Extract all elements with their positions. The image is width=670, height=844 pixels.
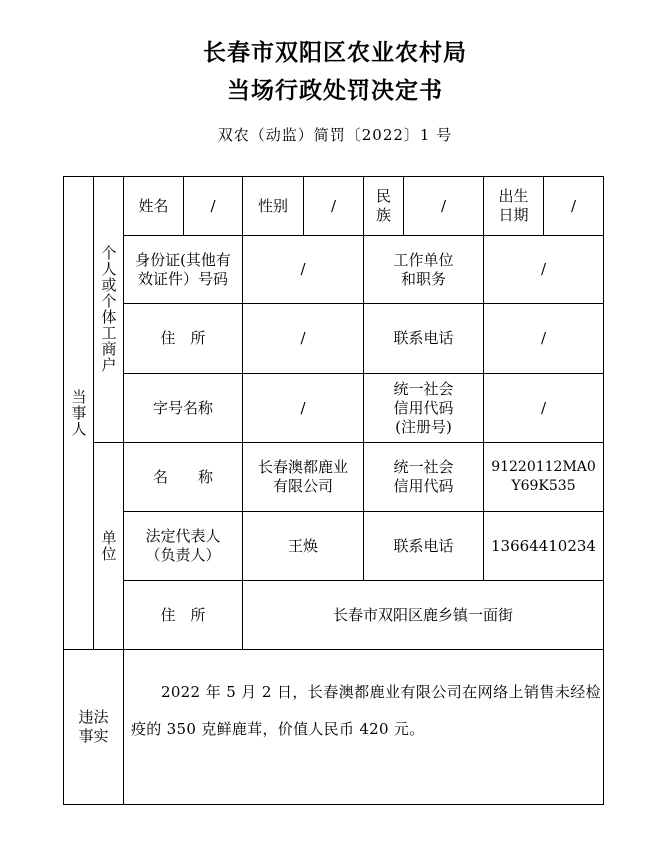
unit-phone-value: 13664410234 (491, 536, 596, 555)
birth-label: 出生日期 (498, 187, 529, 224)
employer-value: / (540, 260, 547, 278)
unit-name-label: 名 称 (152, 467, 213, 486)
unit-phone-label: 联系电话 (393, 536, 454, 555)
unit-label-text: 单位 (99, 529, 118, 562)
id-value: / (300, 260, 306, 278)
birth-value: / (570, 196, 577, 215)
violation-text: 2022 年 5 月 2 日，长春澳都鹿业有限公司在网络上销售未经检疫的 350 克鲜鹿茸，价值人民币 420 元。 (131, 683, 601, 738)
individual-label-text: 个人或个体工商户 (99, 245, 118, 373)
legal-rep-value: 王焕 (287, 536, 318, 555)
unit-name-value: 长春澳都鹿业有限公司 (257, 458, 348, 495)
address-value: / (300, 329, 306, 347)
address-label: 住 所 (160, 329, 206, 347)
party-label-text: 当事人 (69, 388, 88, 437)
unit-label (93, 442, 123, 649)
violation-label: 违法事实 (78, 708, 109, 745)
individual-label (93, 176, 123, 442)
phone-label: 联系电话 (393, 329, 454, 347)
unit-credit-code-value: 91220112MA0Y69K535 (491, 459, 596, 494)
name-value: / (210, 196, 216, 215)
trade-name-value: / (300, 398, 306, 417)
party-label (63, 176, 93, 649)
credit-code-label: 统一社会信用代码(注册号) (393, 379, 454, 436)
unit-address-label: 住 所 (160, 605, 206, 624)
unit-credit-code-label: 统一社会信用代码 (393, 458, 454, 495)
document-title-line2: 当场行政处罚决定书 (227, 78, 443, 104)
ethnicity-value: / (440, 196, 447, 215)
legal-rep-label: 法定代表人（负责人） (145, 527, 221, 564)
phone-value: / (540, 329, 547, 347)
document-number: 双农（动监）简罚〔2022〕1 号 (217, 126, 453, 144)
ethnicity-label: 民族 (375, 187, 391, 224)
id-label: 身份证(其他有效证件）号码 (135, 250, 231, 288)
document-title-line1: 长春市双阳区农业农村局 (203, 40, 467, 66)
gender-label: 性别 (257, 196, 288, 215)
credit-code-value: / (540, 398, 547, 417)
gender-value: / (330, 196, 337, 215)
name-label: 姓名 (138, 196, 169, 215)
unit-address-value: 长春市双阳区鹿乡镇一面街 (332, 605, 513, 624)
employer-label: 工作单位和职务 (393, 250, 454, 288)
trade-name-label: 字号名称 (152, 398, 213, 417)
